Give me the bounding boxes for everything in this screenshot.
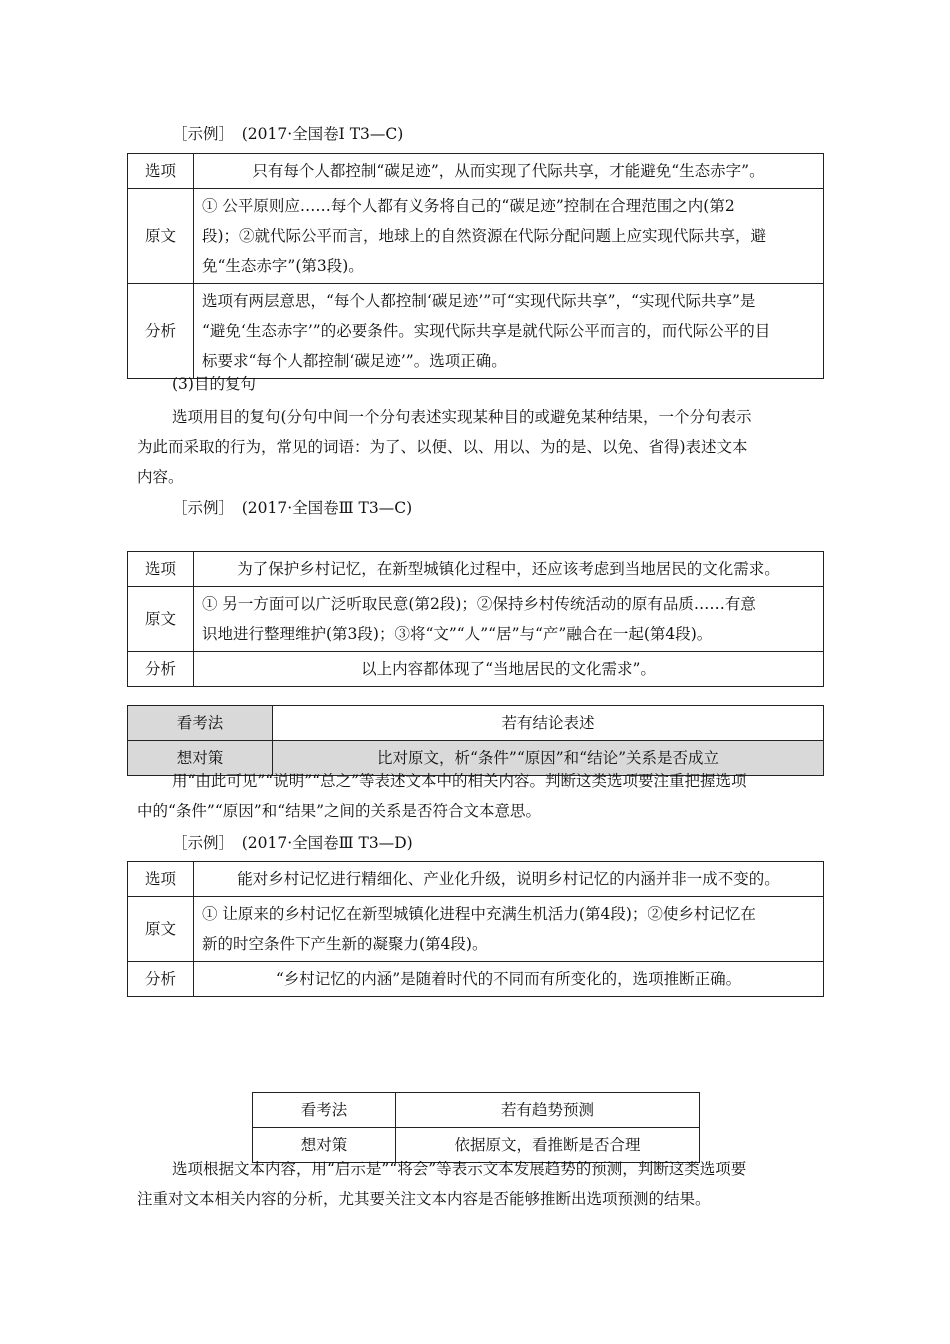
kan-kaofa-label: 看考法: [128, 706, 273, 741]
source-label: 原文: [128, 897, 194, 962]
analysis-text: 选项有两层意思，“每个人都控制‘碳足迹’”可“实现代际共享”，“实现代际共享”是 “避免‘生态赤字’”的必要条件。实现代际共享是就代际公平而言的，而代际公平的目 标要求“每个人都控制‘碳足迹’”。选项正确。: [194, 284, 824, 379]
option-text: 只有每个人都控制“碳足迹”，从而实现了代际共享，才能避免“生态赤字”。: [194, 154, 824, 189]
example-1-caption: ［示例］ (2017·全国卷Ⅰ T3—C): [172, 125, 404, 143]
xiang-duice-value: 比对原文，析“条件”“原因”和“结论”关系是否成立: [273, 741, 824, 776]
example-3-caption: ［示例］ (2017·全国卷Ⅲ T3—D): [172, 834, 413, 852]
source-label: 原文: [128, 189, 194, 284]
xiang-duice-label: 想对策: [128, 741, 273, 776]
analysis-text: 以上内容都体现了“当地居民的文化需求”。: [194, 652, 824, 687]
kan-kaofa-value: 若有结论表述: [273, 706, 824, 741]
paragraph-3: 选项根据文本内容，用“启示是”“将会”等表示文本发展趋势的预测，判断这类选项要 注重对文本相关内容的分析，尤其要关注文本内容是否能够推断出选项预测的结果。: [137, 1160, 747, 1208]
option-text: 为了保护乡村记忆，在新型城镇化过程中，还应该考虑到当地居民的文化需求。: [194, 552, 824, 587]
example-3-table: [127, 861, 824, 997]
kan-kaofa-label: 看考法: [253, 1093, 396, 1128]
analysis-label: 分析: [128, 652, 194, 687]
xiang-duice-value: 依据原文，看推断是否合理: [396, 1128, 700, 1163]
option-label: 选项: [128, 862, 194, 897]
option-label: 选项: [128, 552, 194, 587]
source-label: 原文: [128, 587, 194, 652]
example-1-table: [127, 153, 824, 379]
kan-kaofa-value: 若有趋势预测: [396, 1093, 700, 1128]
section-heading: (3)目的复句: [172, 375, 256, 393]
example-2-caption: ［示例］ (2017·全国卷Ⅲ T3—C): [172, 499, 413, 517]
section-paragraph: 选项用目的复句(分句中间一个分句表述实现某种目的或避免某种结果，一个分句表示 为此而采取的行为，常见的词语：为了、以便、以、用以、为的是、以免、省得)表述文本 内容。: [137, 408, 752, 486]
paragraph-2: 用“由此可见”“说明”“总之”等表述文本中的相关内容。判断这类选项要注重把握选项 中的“条件”“原因”和“结果”之间的关系是否符合文本意思。: [137, 772, 747, 820]
analysis-label: 分析: [128, 284, 194, 379]
source-text: ① 公平原则应……每个人都有义务将自己的“碳足迹”控制在合理范围之内(第2 段)；②就代际公平而言，地球上的自然资源在代际分配问题上应实现代际共享，避 免“生态赤字”(第3段)。: [194, 189, 824, 284]
source-text: ① 让原来的乡村记忆在新型城镇化进程中充满生机活力(第4段)；②使乡村记忆在 新的时空条件下产生新的凝聚力(第4段)。: [194, 897, 824, 962]
method-table-2: [252, 1092, 700, 1163]
example-2-table: [127, 551, 824, 687]
option-label: 选项: [128, 154, 194, 189]
option-text: 能对乡村记忆进行精细化、产业化升级，说明乡村记忆的内涵并非一成不变的。: [194, 862, 824, 897]
source-text: ① 另一方面可以广泛听取民意(第2段)；②保持乡村传统活动的原有品质……有意 识地进行整理维护(第3段)；③将“文”“人”“居”与“产”融合在一起(第4段)。: [194, 587, 824, 652]
xiang-duice-label: 想对策: [253, 1128, 396, 1163]
analysis-label: 分析: [128, 962, 194, 997]
analysis-text: “乡村记忆的内涵”是随着时代的不同而有所变化的，选项推断正确。: [194, 962, 824, 997]
